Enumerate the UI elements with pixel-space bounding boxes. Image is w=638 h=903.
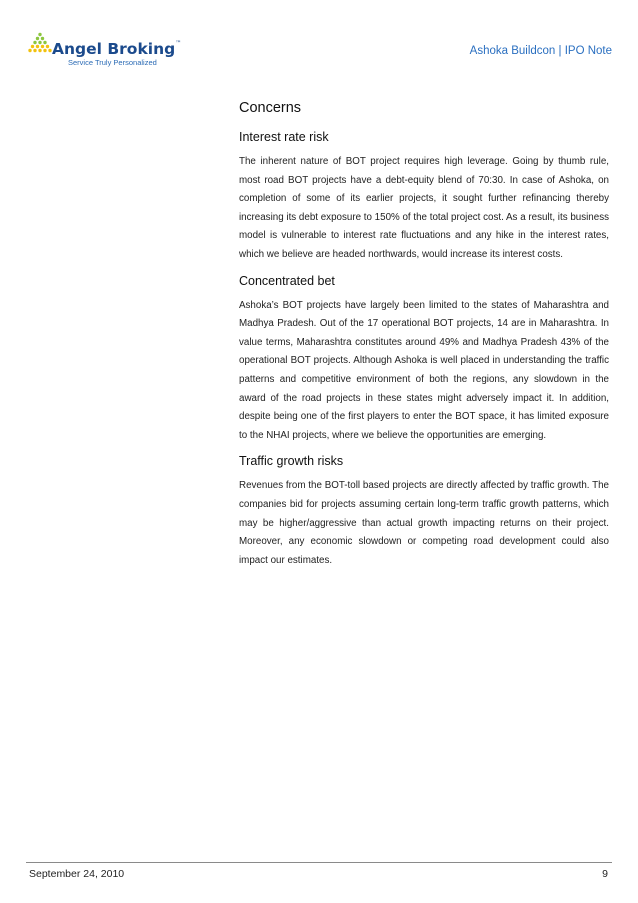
logo-name: Angel Broking™ [52, 40, 182, 58]
logo-triangle-icon [28, 32, 52, 54]
section-heading-concentrated-bet: Concentrated bet [239, 273, 335, 288]
logo-tagline: Service Truly Personalized [68, 58, 157, 67]
section-body-concentrated-bet: Ashoka’s BOT projects have largely been limited to the states of Maharashtra and Madhya Pradesh. Out of the 17 operational BOT projects, 14 are in Maharashtra. In value terms, Maharashtra constitutes around 49% and Madhya Pradesh 43% of the operational BOT projects. Although Ashoka is well placed in understanding the traffic patterns and competitive environment of both the regions, any slowdown in the award of the road projects in these states might adversely impact it. In addition, despite being one of the first players to enter the BOT space, it has limited exposure to the NHAI projects, where we believe the opportunities are emerging. [239, 299, 609, 441]
report-title: Ashoka Buildcon | IPO Note [469, 45, 612, 57]
section-heading-traffic-growth-risks: Traffic growth risks [239, 454, 344, 469]
logo-trademark: ™ [175, 40, 182, 47]
footer-divider [26, 862, 612, 863]
footer-date: September 24, 2010 [29, 868, 125, 880]
section-body-interest-rate-risk: The inherent nature of BOT project requires high leverage. Going by thumb rule, most road BOT projects have a debt-equity blend of 70:30. In case of Ashoka, on completion of some of its earlier projects, it sought further refinancing thereby increasing its debt exposure to 150% of the total project cost. As a result, its business model is vulnerable to interest rate fluctuations and any hike in the interest rates, which we believe are headed northwards, would increase its interest costs. [239, 156, 609, 260]
angel-broking-logo [28, 32, 182, 72]
main-content [239, 100, 609, 579]
page-number: 9 [602, 868, 608, 880]
section-heading-interest-rate-risk: Interest rate risk [239, 130, 329, 144]
page-title: Concerns [239, 100, 302, 116]
section-body-traffic-growth-risks: Revenues from the BOT-toll based projects are directly affected by traffic growth. The companies bid for projects assuming certain long-term traffic growth patterns, which may be higher/aggressive than actual growth impacting returns on their project. Moreover, any economic slowdown or competing road development could also impact our estimates. [239, 480, 609, 566]
